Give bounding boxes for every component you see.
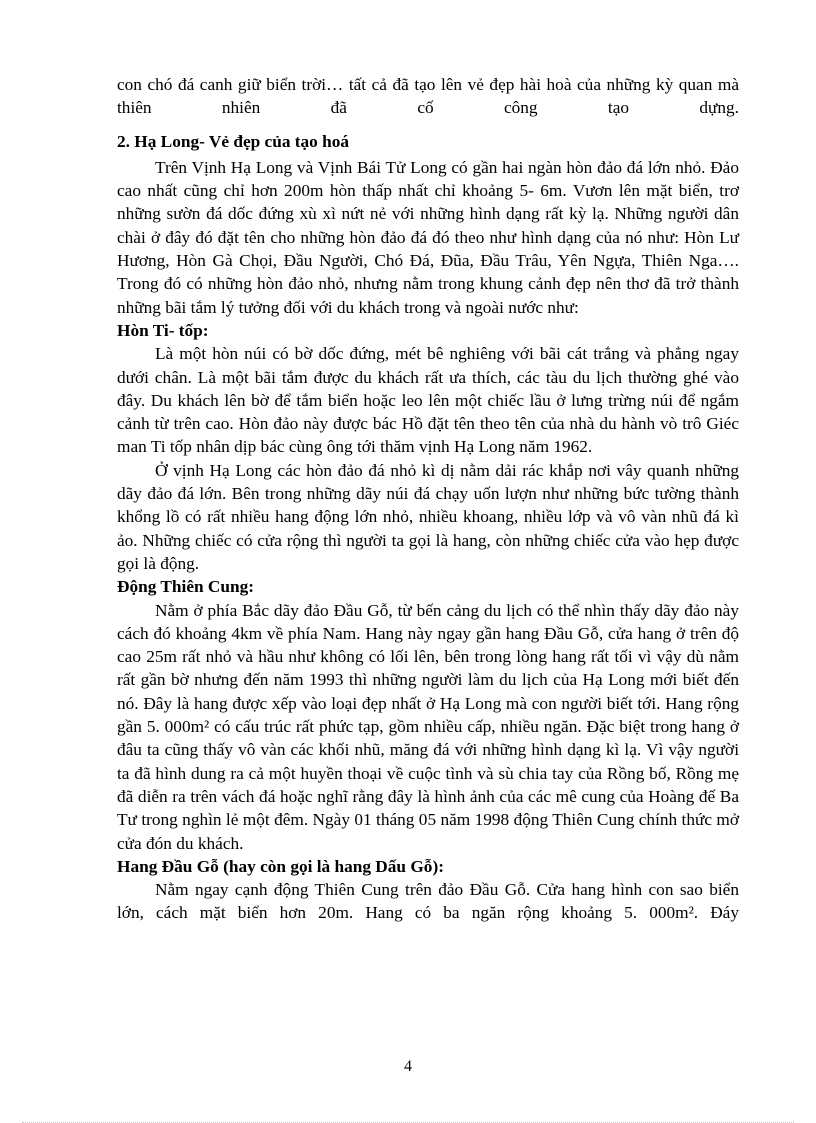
paragraph-dong-thien-cung: Nằm ở phía Bắc dãy đảo Đầu Gỗ, từ bến cảng du lịch có thể nhìn thấy dãy đảo này cách đó khoảng 4km về phía Nam. Hang này ngay gần hang Đầu Gỗ, cửa hang ở trên độ cao 25m rất nhỏ và hầu như không có lối lên, bên trong lòng hang rất tối vì vậy dù nằm rất gần bờ nhưng đến năm 1993 thì những người làm du lịch của Hạ Long mới biết đến nó. Đây là hang được xếp vào loại đẹp nhất ở Hạ Long mà con người biết tới. Hang rộng gần 5. 000m² có cấu trúc rất phức tạp, gồm nhiều cấp, nhiều ngăn. Đặc biệt trong hang ở đâu ta cũng thấy vô vàn các khối nhũ, măng đá với những hình dạng kì lạ. Vì vậy người ta đã hình dung ra cả một huyền thoại về cuộc tình và sù chia tay của Rồng bố, Rồng mẹ đã diễn ra trên vách đá hoặc nghĩ rằng đây là hình ảnh của các mê cung của Hoàng đế Ba Tư trong nghìn lẻ một đêm. Ngày 01 tháng 05 năm 1998 động Thiên Cung chính thức mở cửa đón du khách. — [117, 600, 739, 853]
section-heading-ha-long-beauty: 2. Hạ Long- Vẻ đẹp của tạo hoá — [117, 131, 350, 151]
heading-dong-thien-cung: Động Thiên Cung: — [117, 577, 255, 597]
heading-hon-ti-top: Hòn Ti- tốp: — [117, 320, 209, 340]
paragraph-hon-ti-top: Là một hòn núi có bờ dốc đứng, mét bê nghiêng với bãi cát trắng và phẳng ngay dưới chân. Là một bãi tắm được du khách rất ưa thích, các tàu du lịch thường ghé vào đây. Du khách lên bờ để tắm biển hoặc leo lên một chiếc lầu ở lưng trừng núi để ngắm cảnh từ trên cao. Hòn đảo này được bác Hồ đặt tên theo tên của nhà du hành vò trô Giéc man Ti tốp nhân dịp bác cùng ông tới thăm vịnh Hạ Long năm 1962. — [117, 344, 739, 457]
page-number: 4 — [404, 1058, 412, 1075]
document-page — [117, 73, 739, 925]
paragraph-islands-overview: Trên Vịnh Hạ Long và Vịnh Bái Tử Long có gần hai ngàn hòn đảo đá lớn nhỏ. Đảo cao nhất cũng chỉ hơn 200m hòn thấp nhất chỉ khoảng 5- 6m. Vươn lên mặt biển, trơ những sườn đá dốc đứng xù xì nứt nẻ với những hình dạng rất kỳ lạ. Những người dân chài ở đây đó đặt tên cho những hòn đảo đá đó theo như hình dạng của nó như: Hòn Lư Hương, Hòn Gà Chọi, Đầu Người, Chó Đá, Đũa, Đầu Trâu, Yên Ngựa, Thiên Nga…. Trong đó có những hòn đảo nhỏ, nhưng nằm trong khung cảnh đẹp nên thơ đã trở thành những bãi tắm lý tưởng đối với du khách trong và ngoài nước như: — [117, 157, 739, 317]
heading-hang-dau-go: Hang Đầu Gỗ (hay còn gọi là hang Dấu Gỗ): — [117, 856, 444, 876]
paragraph-intro-continuation: con chó đá canh giữ biển trời… tất cả đã tạo lên vẻ đẹp hài hoà của những kỳ quan mà thiên nhiên đã cố công tạo dựng. — [117, 75, 739, 118]
paragraph-caves-overview: Ở vịnh Hạ Long các hòn đảo đá nhỏ kì dị nằm dải rác khắp nơi vây quanh những dãy đảo đá lớn. Bên trong những dãy núi đá chạy uốn lượn như những bức tường thành khổng lồ có rất nhiều hang động lớn nhỏ, nhiều khoang, nhiều lớp và vô vàn nhũ đá kì ảo. Những chiếc có cửa rộng thì người ta gọi là hang, còn những chiếc cửa vào hẹp được gọi là động. — [117, 460, 739, 573]
paragraph-hang-dau-go: Nằm ngay cạnh động Thiên Cung trên đảo Đầu Gỗ. Cửa hang hình con sao biển lớn, cách mặt biển hơn 20m. Hang có ba ngăn rộng khoảng 5. 000m². Đáy — [117, 880, 739, 923]
